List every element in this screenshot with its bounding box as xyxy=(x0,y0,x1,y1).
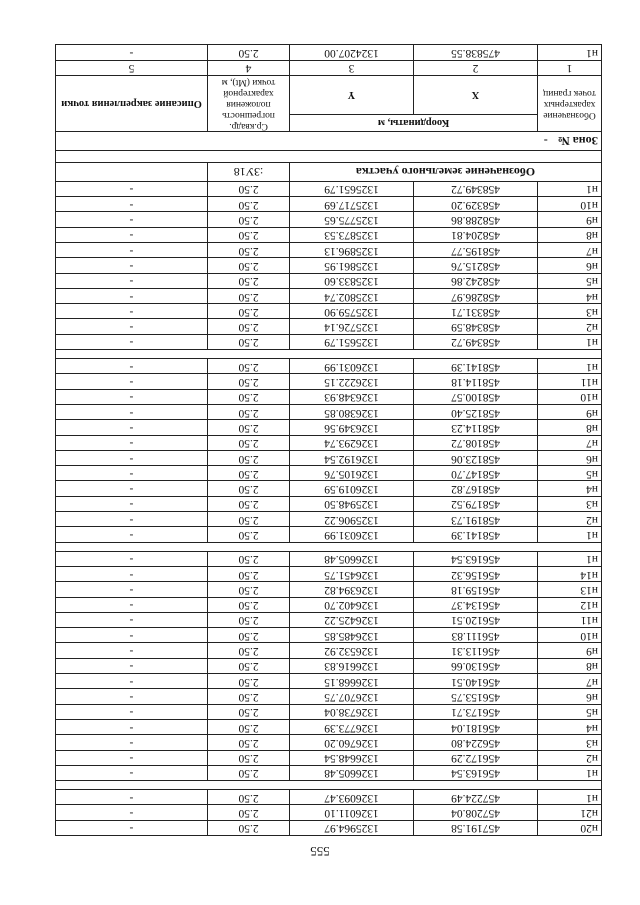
y-coordinate-cell: 1326222.15 xyxy=(290,374,414,389)
point-label-cell: н1 xyxy=(538,527,602,542)
y-coordinate-cell: 1326668.15 xyxy=(290,674,414,689)
header-description: Описание закрепления точки xyxy=(56,75,208,131)
point-label-cell: н10 xyxy=(538,628,602,643)
table-row xyxy=(56,674,602,689)
x-coordinate-cell: 456130.66 xyxy=(414,658,538,673)
table-row xyxy=(56,719,602,734)
error-cell: 2.50 xyxy=(208,628,290,643)
y-coordinate-cell: 1326485.85 xyxy=(290,628,414,643)
error-cell: 2.50 xyxy=(208,304,290,319)
x-coordinate-cell: 458329.20 xyxy=(414,197,538,212)
error-cell: 2.50 xyxy=(208,273,290,288)
table-row xyxy=(56,197,602,212)
x-coordinate-cell: 456140.51 xyxy=(414,674,538,689)
header-error: Ср.квадр. погрешность положения характерной точки (Mt), м xyxy=(208,75,290,131)
description-cell: - xyxy=(56,612,208,627)
error-cell: 2.50 xyxy=(208,181,290,196)
error-cell: 2.50 xyxy=(208,765,290,780)
table-row xyxy=(56,689,602,704)
point-label-cell: н9 xyxy=(538,212,602,227)
separator-cell xyxy=(56,150,602,162)
error-cell: 2.50 xyxy=(208,750,290,765)
y-coordinate-cell: 1326773.39 xyxy=(290,719,414,734)
x-coordinate-cell: 456163.54 xyxy=(414,765,538,780)
description-cell: - xyxy=(56,496,208,511)
separator-cell xyxy=(56,542,602,551)
error-cell: 2.50 xyxy=(208,481,290,496)
table-row xyxy=(56,466,602,481)
y-coordinate-cell: 1325717.69 xyxy=(290,197,414,212)
description-cell: - xyxy=(56,359,208,374)
point-label-cell: н20 xyxy=(538,820,602,835)
error-cell: 2.50 xyxy=(208,227,290,242)
error-cell: 2.50 xyxy=(208,197,290,212)
point-label-cell: н8 xyxy=(538,658,602,673)
column-number: 4 xyxy=(208,60,290,75)
description-cell: - xyxy=(56,450,208,465)
column-number: 5 xyxy=(56,60,208,75)
description-cell: - xyxy=(56,45,208,60)
y-coordinate-cell: 1325906.22 xyxy=(290,512,414,527)
y-coordinate-cell: 1325948.50 xyxy=(290,496,414,511)
description-cell: - xyxy=(56,689,208,704)
header-row xyxy=(56,114,602,131)
x-coordinate-cell: 457208.04 xyxy=(414,805,538,820)
error-cell: 2.50 xyxy=(208,374,290,389)
point-label-cell: н1 xyxy=(538,551,602,566)
x-coordinate-cell: 458349.72 xyxy=(414,334,538,349)
error-cell: 2.50 xyxy=(208,735,290,750)
table-row xyxy=(56,258,602,273)
table-row xyxy=(56,790,602,805)
x-coordinate-cell: 458348.59 xyxy=(414,319,538,334)
y-coordinate-cell: 1325964.97 xyxy=(290,820,414,835)
y-coordinate-cell: 1326738.04 xyxy=(290,704,414,719)
y-coordinate-cell: 1326616.83 xyxy=(290,658,414,673)
point-label-cell: н1 xyxy=(538,359,602,374)
header-coordinates: Координаты, м xyxy=(290,114,538,131)
error-cell: 2.50 xyxy=(208,566,290,581)
table-row xyxy=(56,750,602,765)
point-label-cell: н2 xyxy=(538,750,602,765)
point-label-cell: н10 xyxy=(538,389,602,404)
section-title-row xyxy=(56,162,602,181)
description-cell: - xyxy=(56,466,208,481)
description-cell: - xyxy=(56,288,208,303)
table-row xyxy=(56,527,602,542)
table-row xyxy=(56,481,602,496)
x-coordinate-cell: 458349.72 xyxy=(414,181,538,196)
error-cell: 2.50 xyxy=(208,404,290,419)
x-coordinate-cell: 456113.31 xyxy=(414,643,538,658)
table-row xyxy=(56,288,602,303)
table-row xyxy=(56,820,602,835)
y-coordinate-cell: 1326394.82 xyxy=(290,582,414,597)
description-cell: - xyxy=(56,551,208,566)
error-cell: 2.50 xyxy=(208,389,290,404)
y-coordinate-cell: 1326348.93 xyxy=(290,389,414,404)
x-coordinate-cell: 458167.82 xyxy=(414,481,538,496)
error-cell: 2.50 xyxy=(208,450,290,465)
y-coordinate-cell: 1325651.79 xyxy=(290,181,414,196)
y-coordinate-cell: 1326349.56 xyxy=(290,420,414,435)
error-cell: 2.50 xyxy=(208,643,290,658)
error-cell: 2.50 xyxy=(208,496,290,511)
point-label-cell: н4 xyxy=(538,719,602,734)
y-coordinate-cell: 1326293.74 xyxy=(290,435,414,450)
x-coordinate-cell: 458242.86 xyxy=(414,273,538,288)
zone-row xyxy=(56,131,602,150)
description-cell: - xyxy=(56,389,208,404)
table-row xyxy=(56,597,602,612)
description-cell: - xyxy=(56,658,208,673)
point-label-cell: н14 xyxy=(538,566,602,581)
x-coordinate-cell: 458147.70 xyxy=(414,466,538,481)
description-cell: - xyxy=(56,805,208,820)
table-row xyxy=(56,359,602,374)
y-coordinate-cell: 1326093.47 xyxy=(290,790,414,805)
point-label-cell: н1 xyxy=(538,790,602,805)
x-coordinate-cell: 458100.57 xyxy=(414,389,538,404)
empty-cell xyxy=(56,162,208,181)
y-coordinate-cell: 1326605.48 xyxy=(290,765,414,780)
y-coordinate-cell: 1325726.14 xyxy=(290,319,414,334)
error-cell: 2.50 xyxy=(208,658,290,673)
table-row xyxy=(56,420,602,435)
description-cell: - xyxy=(56,765,208,780)
description-cell: - xyxy=(56,750,208,765)
point-label-cell: н3 xyxy=(538,496,602,511)
separator-cell xyxy=(56,350,602,359)
point-label-cell: н2 xyxy=(538,512,602,527)
y-coordinate-cell: 1324207.00 xyxy=(290,45,414,60)
description-cell: - xyxy=(56,304,208,319)
x-coordinate-cell: 458331.71 xyxy=(414,304,538,319)
description-cell: - xyxy=(56,628,208,643)
table-row xyxy=(56,435,602,450)
point-label-cell: н6 xyxy=(538,450,602,465)
point-label-cell: н11 xyxy=(538,374,602,389)
table-row xyxy=(56,450,602,465)
description-cell: - xyxy=(56,181,208,196)
table-row xyxy=(56,212,602,227)
error-cell: 2.50 xyxy=(208,527,290,542)
table-row xyxy=(56,704,602,719)
table-row xyxy=(56,765,602,780)
y-coordinate-cell: 1326451.75 xyxy=(290,566,414,581)
y-coordinate-cell: 1326031.99 xyxy=(290,359,414,374)
error-cell: 2.50 xyxy=(208,689,290,704)
x-coordinate-cell: 458204.81 xyxy=(414,227,538,242)
table-row xyxy=(56,628,602,643)
description-cell: - xyxy=(56,273,208,288)
table-row xyxy=(56,374,602,389)
description-cell: - xyxy=(56,790,208,805)
y-coordinate-cell: 1325651.79 xyxy=(290,334,414,349)
error-cell: 2.50 xyxy=(208,704,290,719)
description-cell: - xyxy=(56,227,208,242)
column-number: 3 xyxy=(290,60,414,75)
x-coordinate-cell: 456156.32 xyxy=(414,566,538,581)
y-coordinate-cell: 1326605.48 xyxy=(290,551,414,566)
y-coordinate-cell: 1326380.85 xyxy=(290,404,414,419)
table-row xyxy=(56,319,602,334)
error-cell: 2.50 xyxy=(208,551,290,566)
point-label-cell: н8 xyxy=(538,227,602,242)
point-label-cell: н1 xyxy=(538,45,602,60)
separator-cell xyxy=(56,781,602,790)
table-row xyxy=(56,304,602,319)
description-cell: - xyxy=(56,566,208,581)
description-cell: - xyxy=(56,481,208,496)
error-cell: 2.50 xyxy=(208,258,290,273)
x-coordinate-cell: 475838.55 xyxy=(414,45,538,60)
column-number: 2 xyxy=(414,60,538,75)
description-cell: - xyxy=(56,319,208,334)
error-cell: 2.50 xyxy=(208,674,290,689)
y-coordinate-cell: 1326760.20 xyxy=(290,735,414,750)
x-coordinate-cell: 458114.18 xyxy=(414,374,538,389)
error-cell: 2.50 xyxy=(208,45,290,60)
table-row xyxy=(56,551,602,566)
x-coordinate-cell: 458286.97 xyxy=(414,288,538,303)
x-coordinate-cell: 458288.86 xyxy=(414,212,538,227)
x-coordinate-cell: 456163.54 xyxy=(414,551,538,566)
point-label-cell: н1 xyxy=(538,765,602,780)
error-cell: 2.50 xyxy=(208,359,290,374)
y-coordinate-cell: 1325896.13 xyxy=(290,243,414,258)
description-cell: - xyxy=(56,674,208,689)
header-x: X xyxy=(414,75,538,114)
point-label-cell: н4 xyxy=(538,481,602,496)
description-cell: - xyxy=(56,258,208,273)
table-row xyxy=(56,334,602,349)
point-label-cell: н9 xyxy=(538,404,602,419)
separator-row xyxy=(56,781,602,790)
table-row xyxy=(56,404,602,419)
point-label-cell: н9 xyxy=(538,643,602,658)
x-coordinate-cell: 456153.75 xyxy=(414,689,538,704)
y-coordinate-cell: 1326011.10 xyxy=(290,805,414,820)
x-coordinate-cell: 456159.18 xyxy=(414,582,538,597)
point-label-cell: н6 xyxy=(538,258,602,273)
description-cell: - xyxy=(56,243,208,258)
description-cell: - xyxy=(56,582,208,597)
error-cell: 2.50 xyxy=(208,805,290,820)
x-coordinate-cell: 456173.71 xyxy=(414,704,538,719)
x-coordinate-cell: 457191.58 xyxy=(414,820,538,835)
description-cell: - xyxy=(56,735,208,750)
page-number: 555 xyxy=(310,844,330,859)
table-row xyxy=(56,496,602,511)
x-coordinate-cell: 456172.29 xyxy=(414,750,538,765)
x-coordinate-cell: 456111.83 xyxy=(414,628,538,643)
error-cell: 2.50 xyxy=(208,435,290,450)
table-body xyxy=(56,45,602,836)
point-label-cell: н8 xyxy=(538,420,602,435)
y-coordinate-cell: 1325873.53 xyxy=(290,227,414,242)
x-coordinate-cell: 458191.73 xyxy=(414,512,538,527)
error-cell: 2.50 xyxy=(208,466,290,481)
y-coordinate-cell: 1325759.90 xyxy=(290,304,414,319)
y-coordinate-cell: 1325802.74 xyxy=(290,288,414,303)
coordinates-table xyxy=(55,44,602,836)
point-label-cell: н11 xyxy=(538,612,602,627)
zone-label: Зона № xyxy=(557,134,598,149)
x-coordinate-cell: 458141.39 xyxy=(414,527,538,542)
x-coordinate-cell: 457224.49 xyxy=(414,790,538,805)
error-cell: 2.50 xyxy=(208,212,290,227)
error-cell: 2.50 xyxy=(208,582,290,597)
description-cell: - xyxy=(56,435,208,450)
x-coordinate-cell: 458108.72 xyxy=(414,435,538,450)
separator-row xyxy=(56,542,602,551)
point-label-cell: н5 xyxy=(538,704,602,719)
description-cell: - xyxy=(56,420,208,435)
column-numbers-row xyxy=(56,60,602,75)
separator-row xyxy=(56,150,602,162)
error-cell: 2.50 xyxy=(208,820,290,835)
error-cell: 2.50 xyxy=(208,612,290,627)
y-coordinate-cell: 1326532.92 xyxy=(290,643,414,658)
table-row xyxy=(56,643,602,658)
table-row xyxy=(56,566,602,581)
point-label-cell: н3 xyxy=(538,735,602,750)
point-label-cell: н3 xyxy=(538,304,602,319)
y-coordinate-cell: 1325833.60 xyxy=(290,273,414,288)
y-coordinate-cell: 1326031.99 xyxy=(290,527,414,542)
error-cell: 2.50 xyxy=(208,790,290,805)
y-coordinate-cell: 1326707.75 xyxy=(290,689,414,704)
table-row xyxy=(56,512,602,527)
x-coordinate-cell: 458114.23 xyxy=(414,420,538,435)
table-row xyxy=(56,181,602,196)
point-label-cell: н1 xyxy=(538,181,602,196)
header-y: Y xyxy=(290,75,414,114)
description-cell: - xyxy=(56,820,208,835)
error-cell: 2.50 xyxy=(208,288,290,303)
table-row xyxy=(56,273,602,288)
point-label-cell: н21 xyxy=(538,805,602,820)
point-label-cell: н12 xyxy=(538,597,602,612)
x-coordinate-cell: 456120.51 xyxy=(414,612,538,627)
x-coordinate-cell: 458195.77 xyxy=(414,243,538,258)
x-coordinate-cell: 456224.80 xyxy=(414,735,538,750)
table-row xyxy=(56,45,602,60)
table-row xyxy=(56,735,602,750)
y-coordinate-cell: 1325775.65 xyxy=(290,212,414,227)
x-coordinate-cell: 456134.37 xyxy=(414,597,538,612)
y-coordinate-cell: 1326402.70 xyxy=(290,597,414,612)
y-coordinate-cell: 1326192.54 xyxy=(290,450,414,465)
table-row xyxy=(56,582,602,597)
point-label-cell: н5 xyxy=(538,466,602,481)
y-coordinate-cell: 1326425.22 xyxy=(290,612,414,627)
point-label-cell: н5 xyxy=(538,273,602,288)
x-coordinate-cell: 458179.52 xyxy=(414,496,538,511)
error-cell: 2.50 xyxy=(208,420,290,435)
error-cell: 2.50 xyxy=(208,243,290,258)
description-cell: - xyxy=(56,597,208,612)
description-cell: - xyxy=(56,719,208,734)
header-point-designation: Обозначение характерных точек границ xyxy=(538,75,602,131)
description-cell: - xyxy=(56,197,208,212)
description-cell: - xyxy=(56,643,208,658)
y-coordinate-cell: 1326019.59 xyxy=(290,481,414,496)
x-coordinate-cell: 458125.40 xyxy=(414,404,538,419)
point-label-cell: н13 xyxy=(538,582,602,597)
x-coordinate-cell: 458141.39 xyxy=(414,359,538,374)
table-row xyxy=(56,805,602,820)
table-row xyxy=(56,227,602,242)
point-label-cell: н7 xyxy=(538,674,602,689)
y-coordinate-cell: 1326648.54 xyxy=(290,750,414,765)
point-label-cell: н7 xyxy=(538,243,602,258)
error-cell: 2.50 xyxy=(208,334,290,349)
description-cell: - xyxy=(56,512,208,527)
table-row xyxy=(56,243,602,258)
description-cell: - xyxy=(56,212,208,227)
column-number: 1 xyxy=(538,60,602,75)
section-code: :ЗУ18 xyxy=(208,162,290,181)
error-cell: 2.50 xyxy=(208,597,290,612)
separator-row xyxy=(56,350,602,359)
description-cell: - xyxy=(56,334,208,349)
point-label-cell: н4 xyxy=(538,288,602,303)
x-coordinate-cell: 458215.76 xyxy=(414,258,538,273)
point-label-cell: н10 xyxy=(538,197,602,212)
error-cell: 2.50 xyxy=(208,719,290,734)
table-row xyxy=(56,658,602,673)
description-cell: - xyxy=(56,527,208,542)
table-row xyxy=(56,612,602,627)
x-coordinate-cell: 458123.06 xyxy=(414,450,538,465)
description-cell: - xyxy=(56,374,208,389)
point-label-cell: н7 xyxy=(538,435,602,450)
y-coordinate-cell: 1326105.76 xyxy=(290,466,414,481)
error-cell: 2.50 xyxy=(208,319,290,334)
description-cell: - xyxy=(56,404,208,419)
x-coordinate-cell: 456181.04 xyxy=(414,719,538,734)
point-label-cell: н2 xyxy=(538,319,602,334)
y-coordinate-cell: 1325861.95 xyxy=(290,258,414,273)
point-label-cell: н1 xyxy=(538,334,602,349)
point-label-cell: н6 xyxy=(538,689,602,704)
description-cell: - xyxy=(56,704,208,719)
zone-value: - xyxy=(543,134,548,149)
table-row xyxy=(56,389,602,404)
error-cell: 2.50 xyxy=(208,512,290,527)
zone-cell xyxy=(56,131,602,150)
section-title: Обозначение земельного участка xyxy=(290,162,602,181)
